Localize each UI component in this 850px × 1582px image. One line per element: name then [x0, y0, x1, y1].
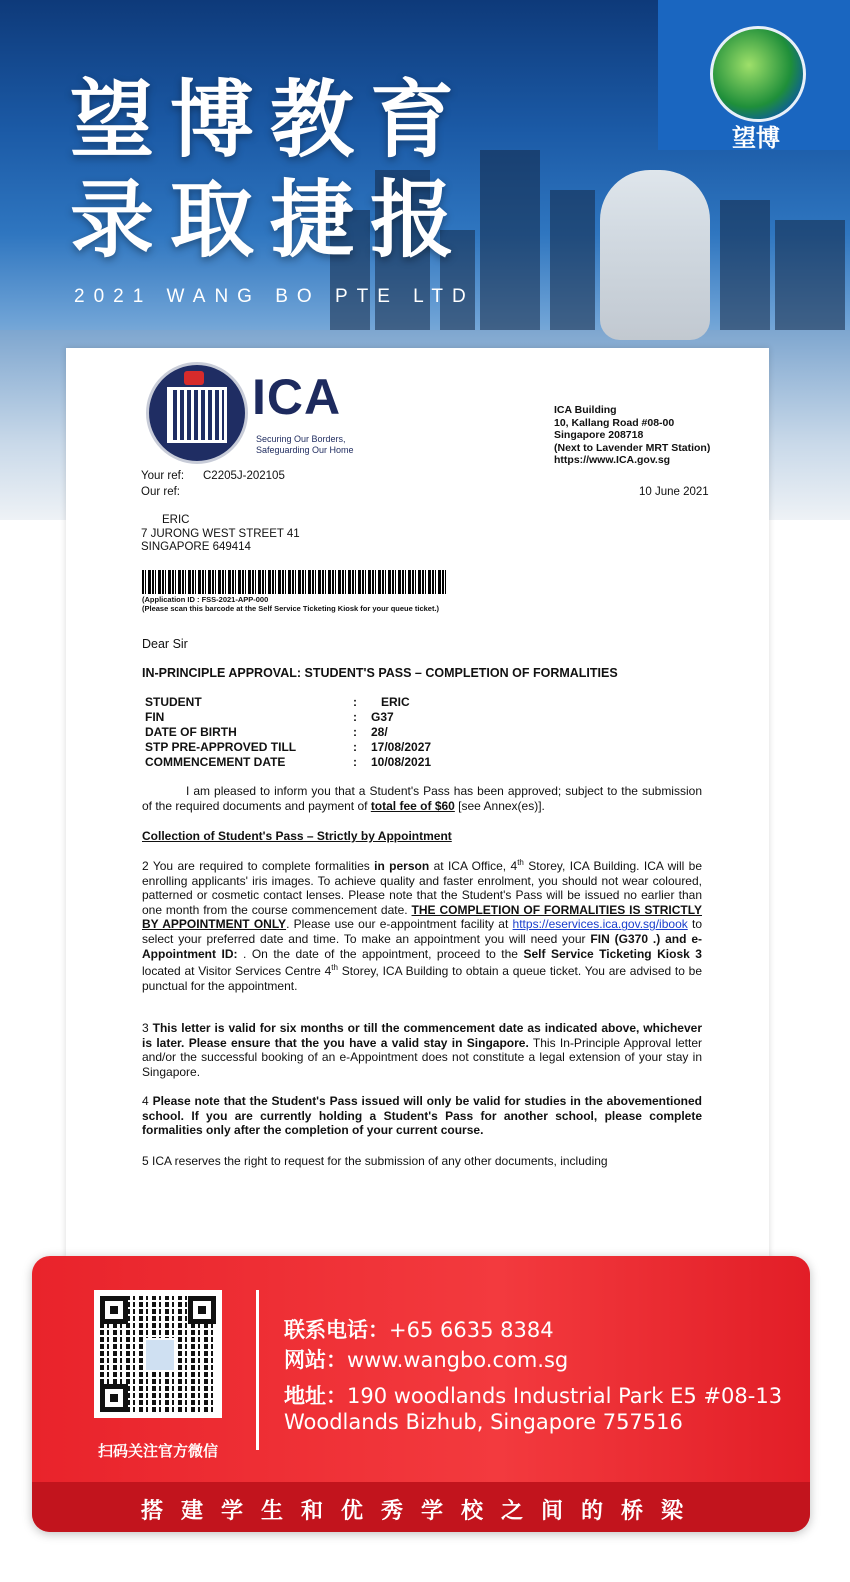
- address-line-2: Woodlands Bizhub, Singapore 757516: [284, 1410, 683, 1434]
- merlion-statue: [600, 170, 710, 340]
- our-ref-label: Our ref:: [141, 486, 180, 498]
- detail-row: FIN : G37: [145, 710, 394, 724]
- ica-slogan: Securing Our Borders, Safeguarding Our Home: [256, 434, 354, 455]
- barcode-note: (Please scan this barcode at the Self Service Ticketing Kiosk for your queue ticket.): [142, 604, 440, 613]
- recipient-name: ERIC: [162, 514, 190, 526]
- phone-number[interactable]: +65 6635 8384: [389, 1318, 554, 1342]
- avatar: [144, 1338, 176, 1372]
- wechat-qr-code[interactable]: [94, 1290, 222, 1418]
- detail-row: DATE OF BIRTH : 28/: [145, 725, 388, 739]
- ica-address: ICA Building 10, Kallang Road #08-00 Singapore 208718 (Next to Lavender MRT Station) https://www.ICA.gov.sg: [554, 404, 711, 466]
- wangbo-logo-icon: [710, 26, 806, 122]
- recipient-address-1: 7 JURONG WEST STREET 41: [141, 528, 300, 540]
- ica-seal-icon: [146, 362, 248, 464]
- address-line: 地址：190 woodlands Industrial Park E5 #08-13: [284, 1384, 783, 1408]
- website-line: 网站：www.wangbo.com.sg: [284, 1348, 569, 1372]
- your-ref: C2205J-202105: [203, 470, 285, 482]
- recipient-address-2: SINGAPORE 649414: [141, 541, 251, 553]
- letter-subject: IN-PRINCIPLE APPROVAL: STUDENT'S PASS – COMPLETION OF FORMALITIES: [142, 666, 618, 680]
- qr-caption: 扫码关注官方微信: [97, 1442, 218, 1460]
- slogan: 搭建学生和优秀学校之间的桥梁: [140, 1499, 701, 1524]
- detail-row: STUDENT : ERIC: [145, 695, 410, 709]
- website-link[interactable]: www.wangbo.com.sg: [347, 1348, 569, 1372]
- contact-footer: [32, 1256, 810, 1532]
- application-id: (Application ID : FSS-2021-APP-000: [142, 595, 269, 604]
- tagline: 2021 WANG BO PTE LTD: [74, 286, 475, 307]
- headline-line2: 录取捷报: [70, 171, 471, 269]
- eappointment-link[interactable]: https://eservices.ica.gov.sg/ibook: [512, 917, 688, 932]
- detail-row: COMMENCEMENT DATE : 10/08/2021: [145, 755, 432, 769]
- paragraph-1: I am pleased to inform you that a Student's Pass has been approved; subject to the submission of the required documents and payment of total fee of $60 [see Annex(es)].: [142, 784, 702, 813]
- salutation: Dear Sir: [142, 637, 188, 651]
- student-details: [145, 695, 431, 770]
- paragraph-5: 5 ICA reserves the right to request for the submission of any other documents, including: [142, 1154, 608, 1168]
- divider: [256, 1290, 259, 1450]
- headline-line1: 望博教育: [70, 71, 471, 169]
- your-ref-label: Your ref:: [141, 470, 185, 482]
- admission-letter: [66, 348, 769, 1258]
- barcode: [142, 570, 448, 594]
- phone-line: 联系电话：+65 6635 8384: [284, 1318, 554, 1342]
- paragraph-4: 4 Please note that the Student's Pass issued will only be valid for studies in the abovementioned school. If you are currently holding a Student's Pass for another school, please complete formalities only after the completion of your current course.: [142, 1094, 702, 1138]
- letter-date: 10 June 2021: [639, 486, 709, 498]
- paragraph-2: 2 You are required to complete formalities in person at ICA Office, 4th Storey, ICA Building. ICA will be enrolling applicants' iris images. To achieve quality and faster enrolment, you should not wear coloured, patterned or cosmetic contact lenses. Please note that the Student's Pass will be issued no earlier than one month from the course commencement date. THE COMPLETION OF FORMALITIES IS STRICTLY BY APPOINTMENT ONLY. Please use our e-appointment facility at https://eservices.ica.gov.sg/ibook to select your preferred date and time. To make an appointment you will need your FIN (G370 .) and e-Appointment ID: . On the date of the appointment, proceed to the Self Service Ticketing Kiosk 3 located at Visitor Services Centre 4th Storey, ICA Building to obtain a queue ticket. You are advised to be punctual for the appointment.: [142, 858, 703, 993]
- ica-logo-text: ICA: [252, 369, 342, 425]
- section-heading: Collection of Student's Pass – Strictly by Appointment: [142, 829, 452, 843]
- logo-text: 望博: [732, 123, 780, 152]
- detail-row: STP PRE-APPROVED TILL : 17/08/2027: [145, 740, 432, 754]
- paragraph-3: 3 This letter is valid for six months or till the commencement date as indicated above, whichever is later. Please ensure that the you have a valid stay in Singapore. This In-Principle Approval letter and/or the successful booking of an e-Appointment does not constitute a legal extension of your stay in Singapore.: [142, 1021, 702, 1079]
